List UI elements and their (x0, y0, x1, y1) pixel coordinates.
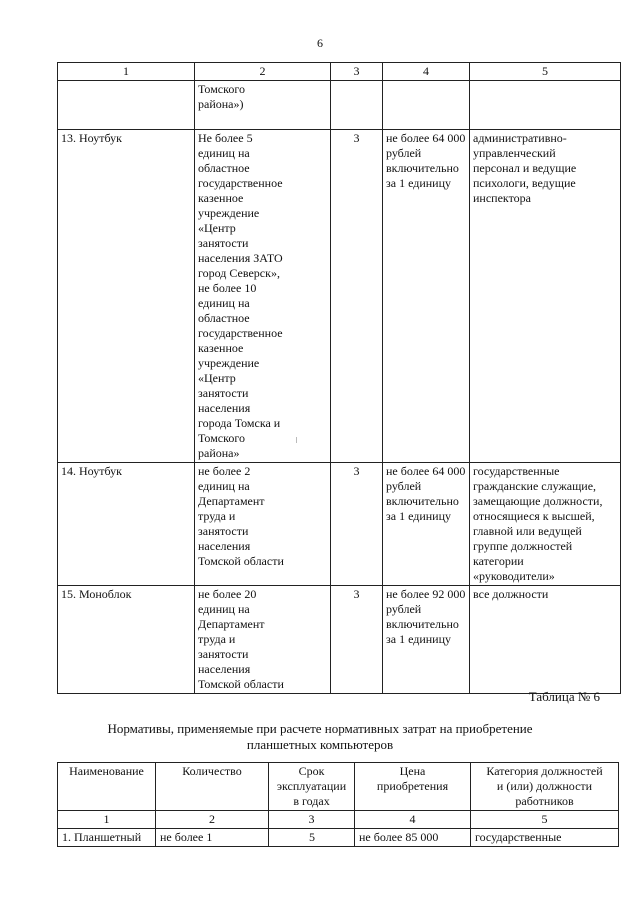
header-category: Категория должностей и (или) должности работников (471, 763, 619, 811)
column-number: 4 (383, 63, 470, 81)
column-number-row (58, 811, 619, 829)
column-number: 5 (470, 63, 621, 81)
column-number: 4 (355, 811, 471, 829)
quantity-cell: не более 20 единиц на Департамент труда и занятости населения Томской области (195, 586, 331, 694)
table-title: Нормативы, применяемые при расчете нормативных затрат на приобретение планшетных компьютеров (107, 721, 533, 752)
column-number: 5 (471, 811, 619, 829)
column-number: 3 (269, 811, 355, 829)
price-cell: не более 64 000 рублей включительно за 1 единицу (383, 463, 470, 586)
category-cell: все должности (470, 586, 621, 694)
price-cell (383, 81, 470, 130)
quantity-cell: Томского района») (195, 81, 331, 130)
service-life-cell: 3 (331, 586, 383, 694)
quantity-cell: не более 2 единиц на Департамент труда и занятости населения Томской области (195, 463, 331, 586)
header-quantity: Количество (156, 763, 269, 811)
column-number: 2 (195, 63, 331, 81)
header-price: Цена приобретения (355, 763, 471, 811)
quantity-cell: Не более 5 единиц на областное государственное казенное учреждение «Центр занятости населения ЗАТО город Северск», не более 10 единиц на областное государственное казенное учреждение «Центр занятости населения города Томска и Томского района» (195, 130, 331, 463)
item-name-cell: 15. Моноблок (58, 586, 195, 694)
price-cell: не более 85 000 (355, 829, 471, 847)
item-name-cell: 14. Ноутбук (58, 463, 195, 586)
service-life-cell: 3 (331, 130, 383, 463)
item-name-cell: 1. Планшетный (58, 829, 156, 847)
table-header-row (58, 763, 619, 811)
column-number: 2 (156, 811, 269, 829)
item-name-cell: 13. Ноутбук (58, 130, 195, 463)
category-cell: административно- управленческий персонал и ведущие психологи, ведущие инспектора (470, 130, 621, 463)
table-row (58, 586, 621, 694)
category-cell: государственные (471, 829, 619, 847)
table-row (58, 463, 621, 586)
table-row (58, 81, 621, 130)
header-name: Наименование (58, 763, 156, 811)
scan-mark (296, 437, 297, 443)
item-name-cell (58, 81, 195, 130)
column-number: 1 (58, 63, 195, 81)
table-label: Таблица № 6 (528, 689, 600, 704)
table-row (58, 829, 619, 847)
price-cell: не более 64 000 рублей включительно за 1 единицу (383, 130, 470, 463)
service-life-cell (331, 81, 383, 130)
quantity-cell: не более 1 (156, 829, 269, 847)
service-life-cell: 3 (331, 463, 383, 586)
column-number-row (58, 63, 621, 81)
category-cell (470, 81, 621, 130)
column-number: 1 (58, 811, 156, 829)
equipment-norms-table-continued (57, 62, 621, 694)
page-number: 6 (317, 36, 323, 50)
header-service-life: Срок эксплуатации в годах (269, 763, 355, 811)
service-life-cell: 5 (269, 829, 355, 847)
category-cell: государственные гражданские служащие, замещающие должности, относящиеся к высшей, главной или ведущей группе должностей категории «руководители» (470, 463, 621, 586)
table-row (58, 130, 621, 463)
column-number: 3 (331, 63, 383, 81)
tablet-norms-table (57, 762, 619, 847)
price-cell: не более 92 000 рублей включительно за 1 единицу (383, 586, 470, 694)
